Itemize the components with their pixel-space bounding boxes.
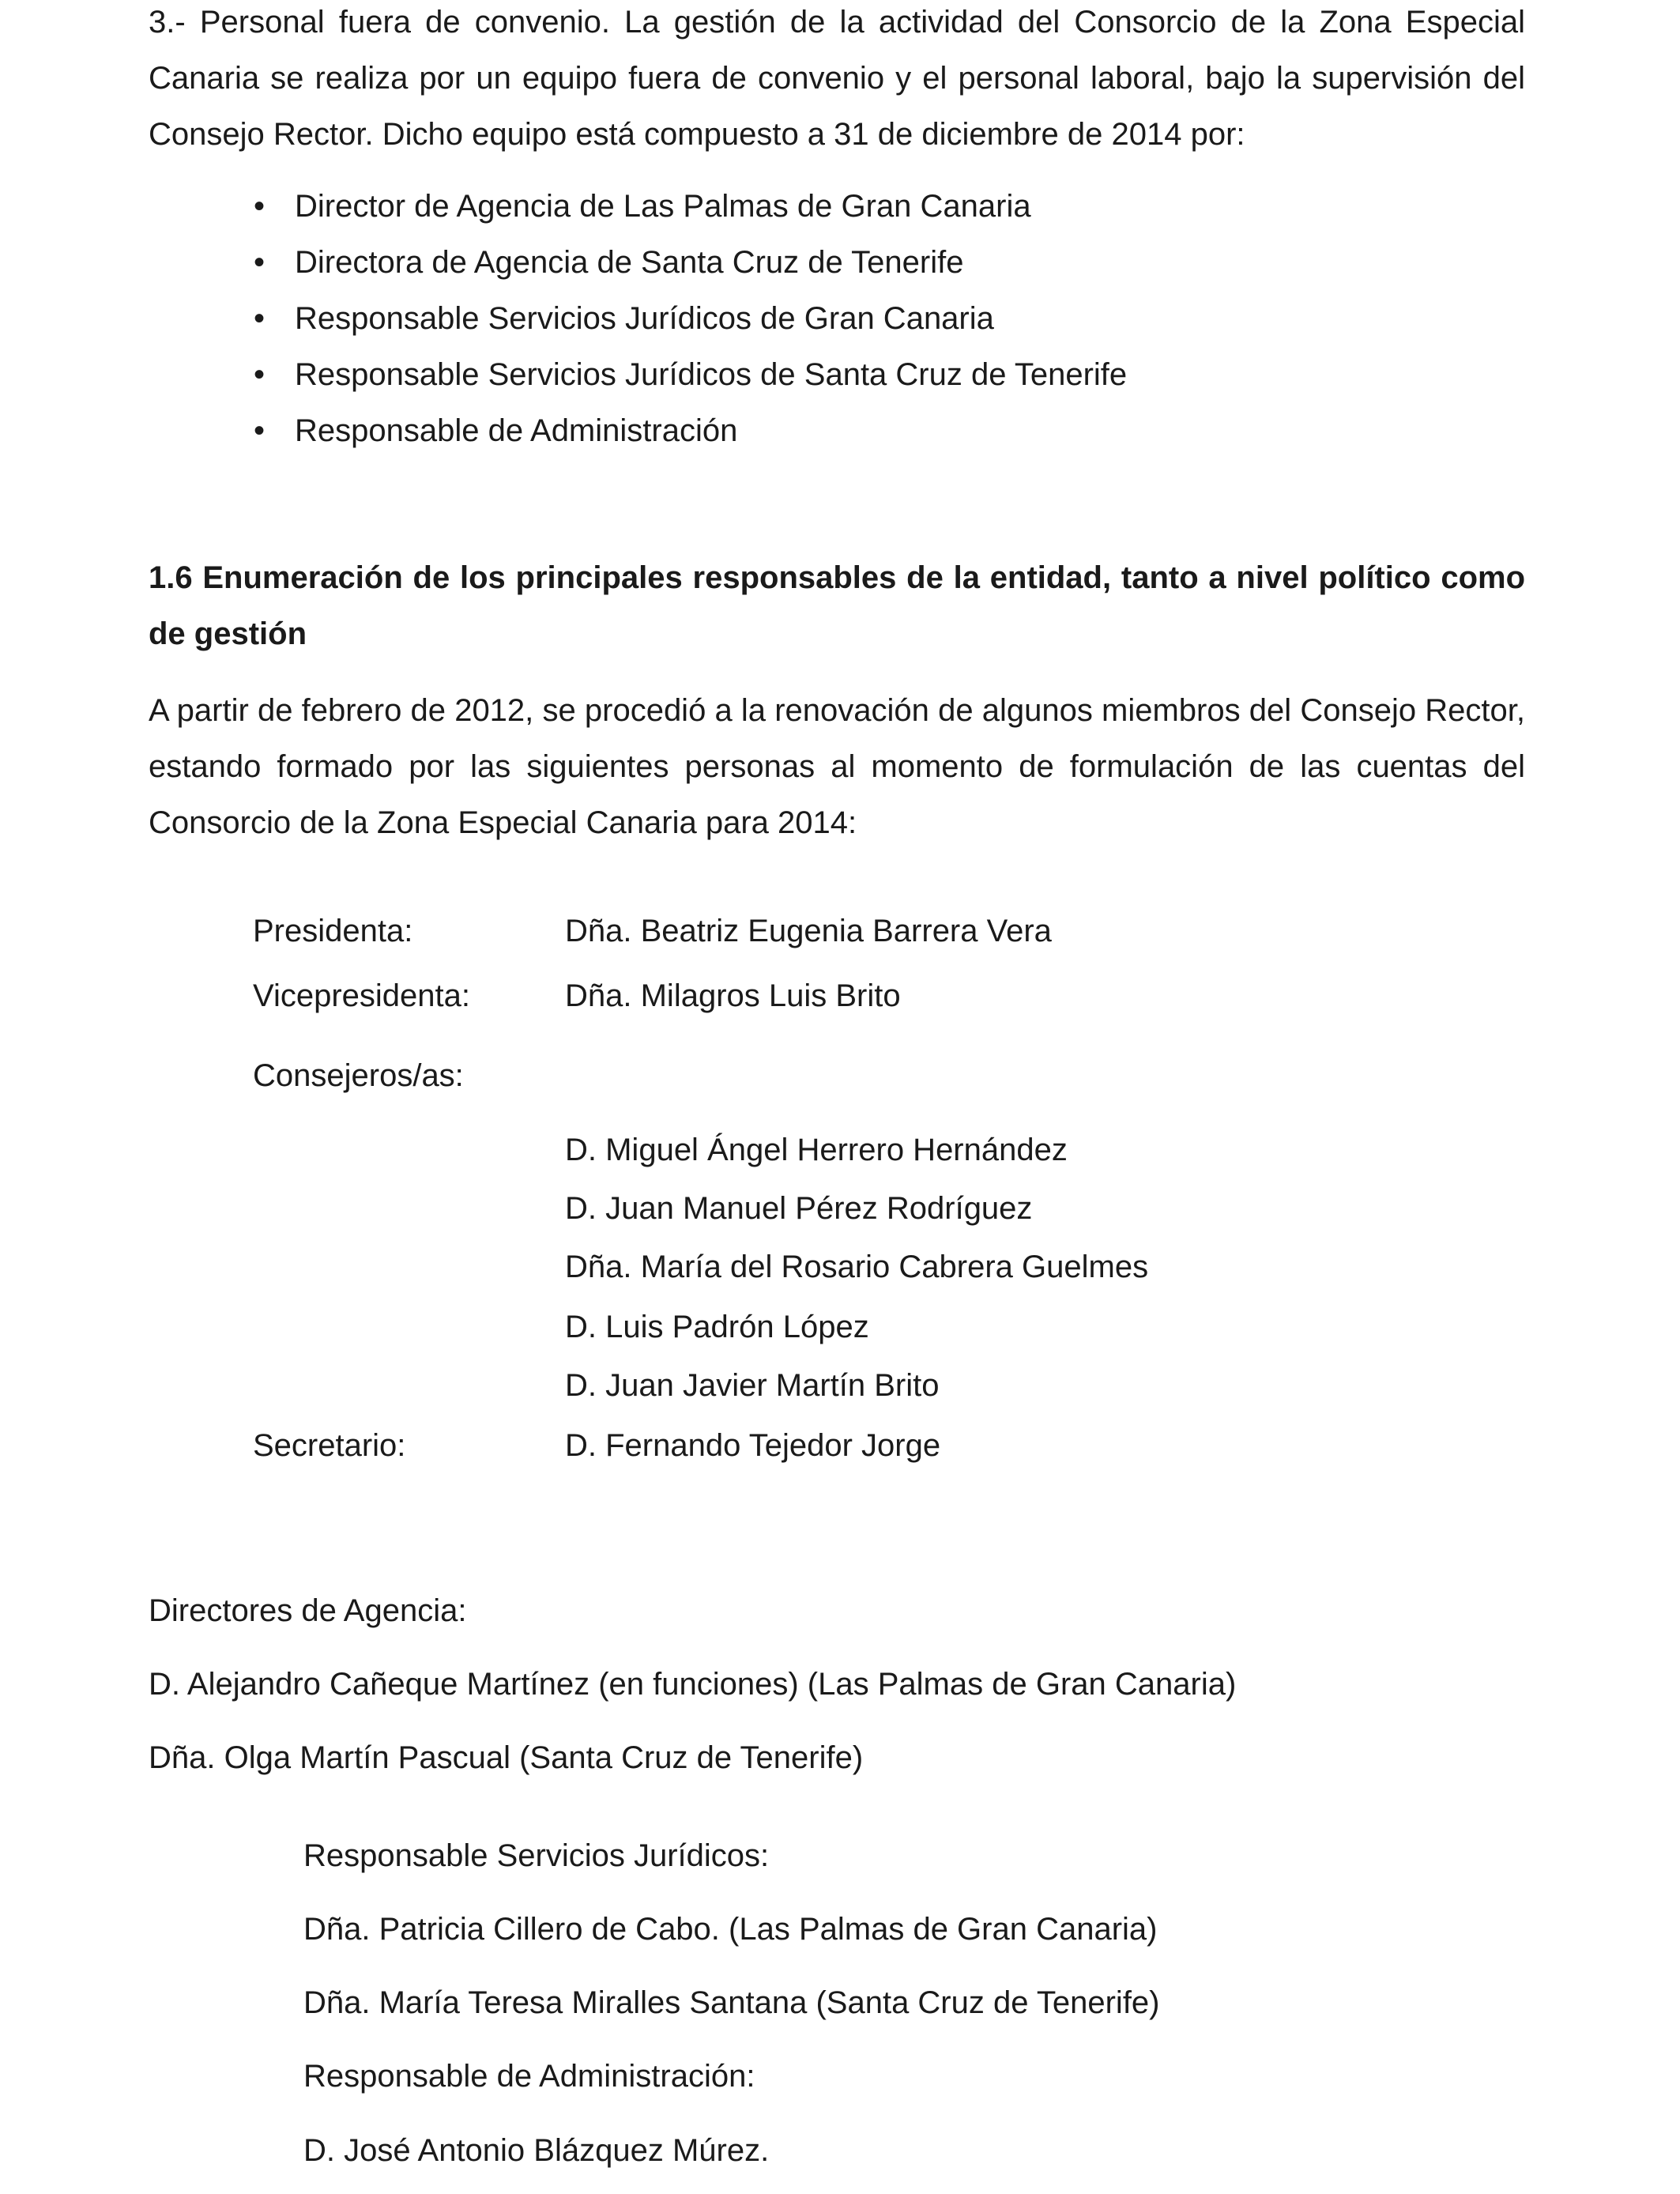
section16-intro: A partir de febrero de 2012, se procedió a la renovación de algunos miembros del Consejo Rector, estando formado por las siguientes personas al momento de formulación de las cuentas del Consorcio de la Zona Especial Canaria para 2014: (149, 693, 1525, 840)
list-item-label: Responsable Servicios Jurídicos de Santa Cruz de Tenerife (295, 357, 1128, 392)
directors-label: Directores de Agencia: (149, 1593, 467, 1628)
member-name: D. Luis Padrón López (565, 1310, 869, 1344)
member-name: D. Juan Manuel Pérez Rodríguez (565, 1191, 1033, 1226)
list-item-label: Responsable Servicios Jurídicos de Gran Canaria (295, 301, 994, 336)
staff-list (149, 179, 1127, 459)
bullet-icon: • (254, 357, 266, 392)
director-name: Dña. Olga Martín Pascual (Santa Cruz de Tenerife) (149, 1740, 864, 1775)
secretary-label: Secretario: (253, 1428, 406, 1463)
member-name: Dña. María del Rosario Cabrera Guelmes (565, 1250, 1149, 1284)
secretary-name: D. Fernando Tejedor Jorge (565, 1428, 941, 1463)
list-item (149, 347, 1127, 403)
list-item-label: Director de Agencia de Las Palmas de Gran Canaria (295, 189, 1031, 224)
section-heading: 1.6 Enumeración de los principales responsables de la entidad, tanto a nivel político como de gestión (149, 560, 1525, 651)
director-name: D. Alejandro Cañeque Martínez (en funciones) (Las Palmas de Gran Canaria) (149, 1667, 1237, 1702)
list-item-label: Directora de Agencia de Santa Cruz de Tenerife (295, 245, 964, 280)
list-item (149, 291, 1127, 347)
vice-president-label: Vicepresidenta: (253, 978, 470, 1013)
member-name: D. Juan Javier Martín Brito (565, 1368, 940, 1403)
admin-name: D. José Antonio Blázquez Múrez. (303, 2133, 770, 2168)
president-label: Presidenta: (253, 914, 413, 948)
bullet-icon: • (254, 189, 266, 224)
member-name: D. Miguel Ángel Herrero Hernández (565, 1133, 1068, 1167)
list-item (149, 235, 1127, 291)
president-name: Dña. Beatriz Eugenia Barrera Vera (565, 914, 1052, 948)
bullet-icon: • (254, 301, 266, 336)
list-item (149, 179, 1127, 235)
legal-label: Responsable Servicios Jurídicos: (303, 1838, 770, 1873)
legal-name: Dña. María Teresa Miralles Santana (Santa Cruz de Tenerife) (303, 1985, 1160, 2020)
bullet-icon: • (254, 413, 266, 448)
bullet-icon: • (254, 245, 266, 280)
vice-president-name: Dña. Milagros Luis Brito (565, 978, 901, 1013)
legal-name: Dña. Patricia Cillero de Cabo. (Las Palmas de Gran Canaria) (303, 1912, 1158, 1947)
list-item-label: Responsable de Administración (295, 413, 738, 448)
admin-label: Responsable de Administración: (303, 2059, 755, 2094)
section3-paragraph: 3.- Personal fuera de convenio. La gestión de la actividad del Consorcio de la Zona Especial Canaria se realiza por un equipo fuera de convenio y el personal laboral, bajo la supervisión del Consejo Rector. Dicho equipo está compuesto a 31 de diciembre de 2014 por: (149, 5, 1525, 152)
list-item (149, 403, 1127, 459)
members-label: Consejeros/as: (253, 1058, 464, 1093)
